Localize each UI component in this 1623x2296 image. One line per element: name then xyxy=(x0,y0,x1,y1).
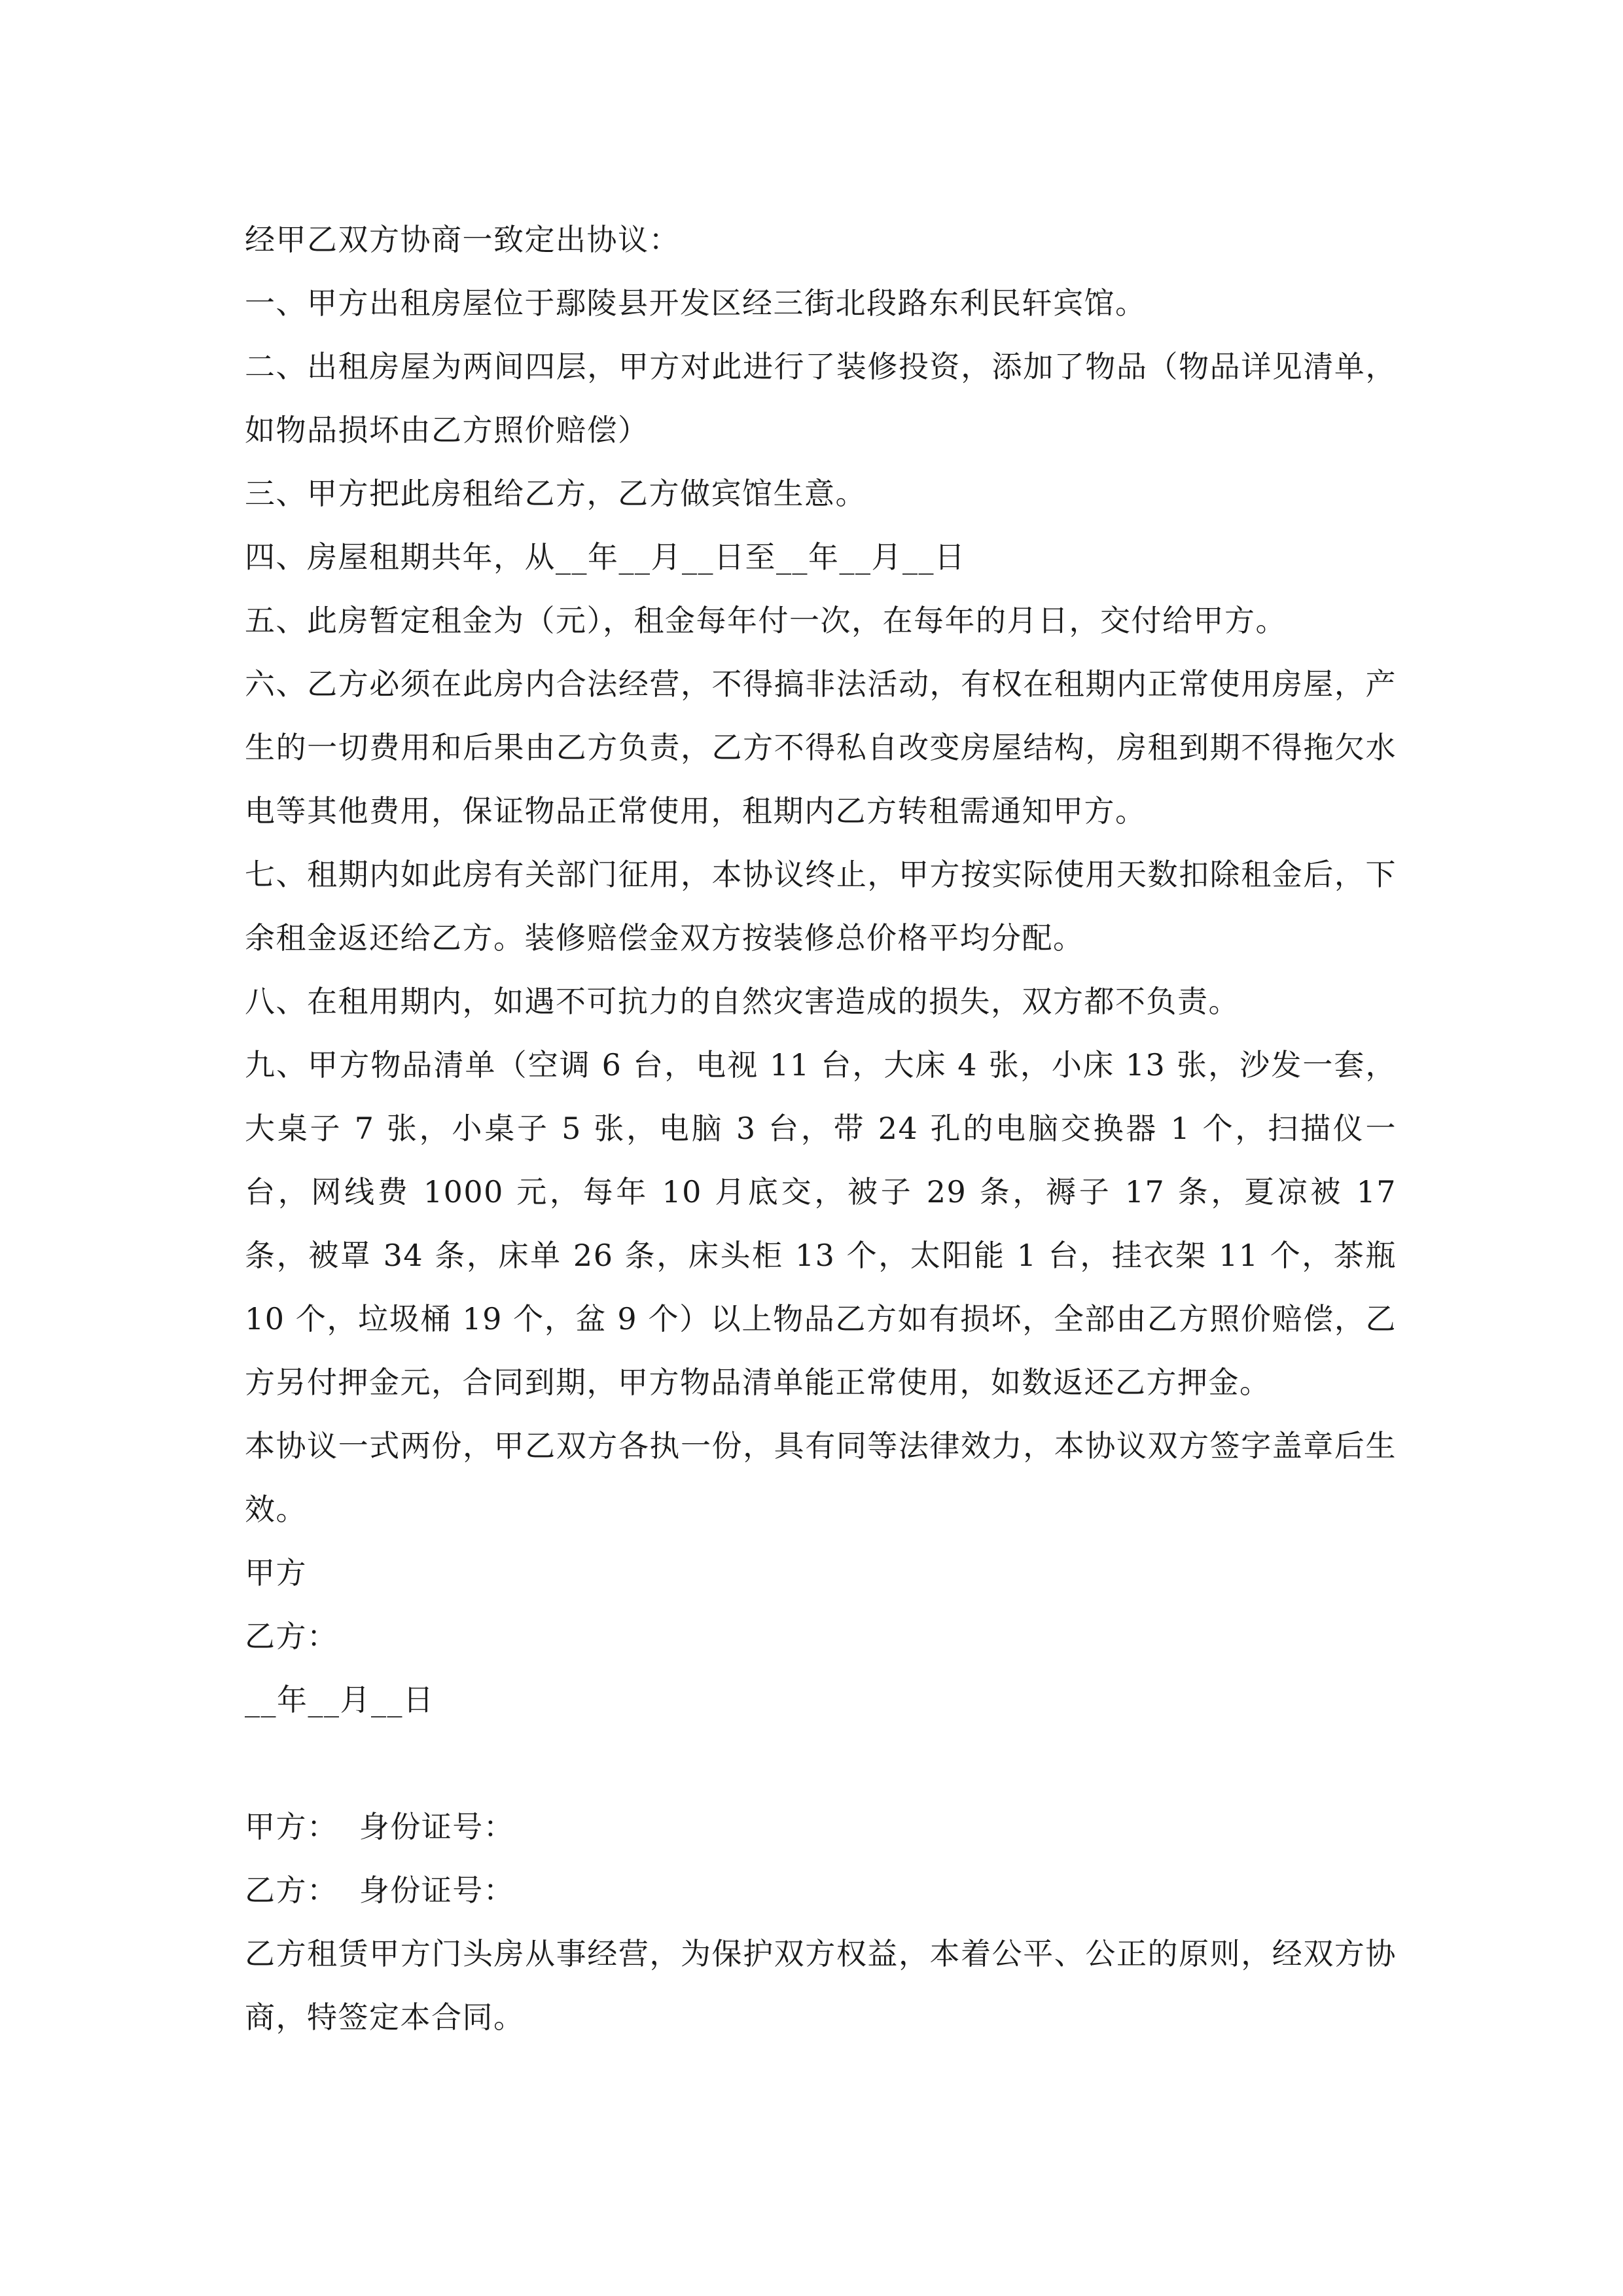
paragraph-intro: 经甲乙双方协商一致定出协议： xyxy=(245,222,680,257)
clause-5: 五、此房暂定租金为（元），租金每年付一次，在每年的月日，交付给甲方。 xyxy=(245,603,1287,638)
signature-party-b: 乙方： xyxy=(245,1619,338,1654)
clause-2: 二、出租房屋为两间四层，甲方对此进行了装修投资，添加了物品（物品详见清单，如物品损坏由乙方照价赔偿） xyxy=(245,349,1397,448)
signature-party-a: 甲方 xyxy=(245,1555,307,1590)
id-line-party-b: 乙方： 身份证号： xyxy=(245,1873,515,1908)
clause-8: 八、在租用期内，如遇不可抗力的自然灾害造成的损失，双方都不负责。 xyxy=(245,984,1240,1019)
document-body xyxy=(245,208,1408,2049)
paragraph-validity: 本协议一式两份，甲乙双方各执一份，具有同等法律效力，本协议双方签字盖章后生效。 xyxy=(245,1428,1397,1527)
clause-3: 三、甲方把此房租给乙方，乙方做宾馆生意。 xyxy=(245,476,866,511)
paragraph-closing: 乙方租赁甲方门头房从事经营，为保护双方权益，本着公平、公正的原则，经双方协商，特签定本合同。 xyxy=(245,1936,1397,2035)
spacer xyxy=(245,1732,1397,1795)
clause-4: 四、房屋租期共年，从__年__月__日至__年__月__日 xyxy=(245,539,966,575)
clause-9: 九、甲方物品清单（空调 6 台，电视 11 台，大床 4 张，小床 13 张，沙发一套，大桌子 7 张，小桌子 5 张，电脑 3 台，带 24 孔的电脑交换器 1 个，扫描仪一台，网线费 1000 元，每年 10 月底交，被子 29 条，褥子 17 条，夏凉被 17 条，被罩 34 条，床单 26 条，床头柜 13 个，太阳能 1 台，挂衣架 11 个，茶瓶 10 个，垃圾桶 19 个，盆 9 个）以上物品乙方如有损坏，全部由乙方照价赔偿，乙方另付押金元，合同到期，甲方物品清单能正常使用，如数返还乙方押金。 xyxy=(245,1047,1408,1400)
clause-6: 六、乙方必须在此房内合法经营，不得搞非法活动，有权在租期内正常使用房屋，产生的一切费用和后果由乙方负责，乙方不得私自改变房屋结构，房租到期不得拖欠水电等其他费用，保证物品正常使用，租期内乙方转租需通知甲方。 xyxy=(245,666,1397,829)
id-line-party-a: 甲方： 身份证号： xyxy=(245,1809,515,1844)
clause-7: 七、租期内如此房有关部门征用，本协议终止，甲方按实际使用天数扣除租金后，下余租金返还给乙方。装修赔偿金双方按装修总价格平均分配。 xyxy=(245,857,1397,956)
signature-date: __年__月__日 xyxy=(245,1682,435,1717)
clause-1: 一、甲方出租房屋位于鄢陵县开发区经三街北段路东利民轩宾馆。 xyxy=(245,285,1147,321)
